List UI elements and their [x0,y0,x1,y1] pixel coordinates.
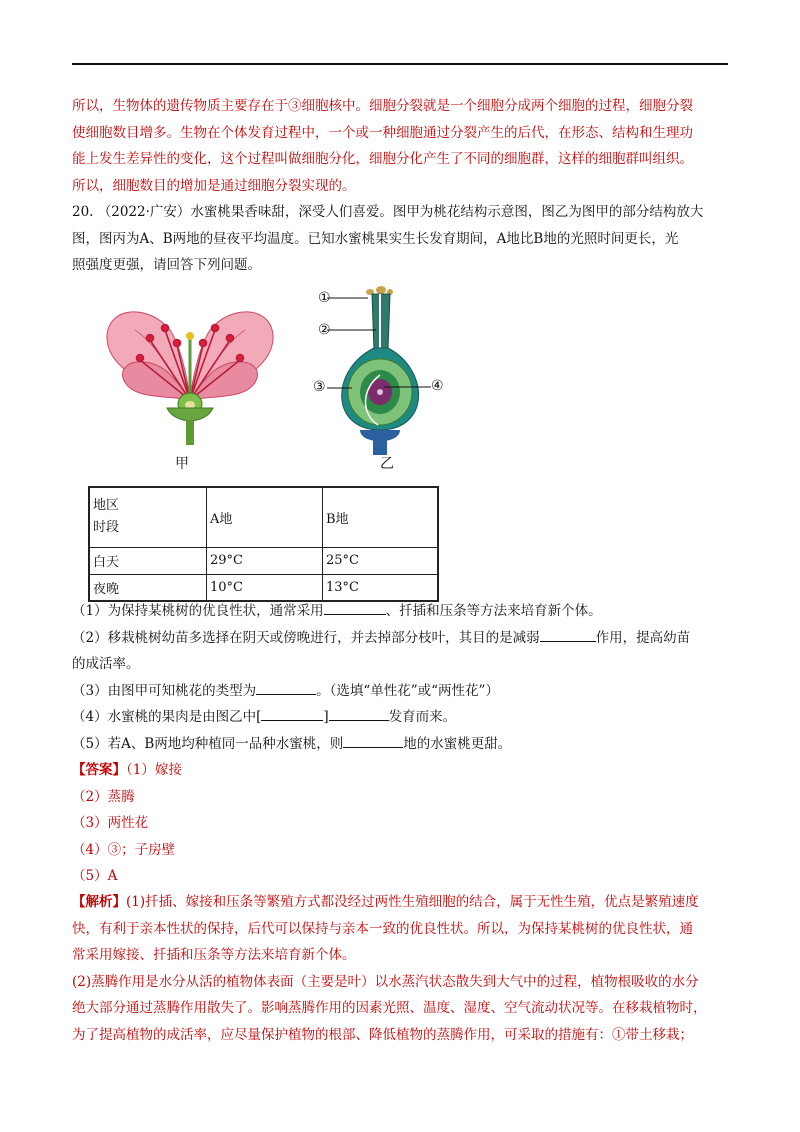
row-day: 白天 [89,547,207,574]
table-header-cell [89,487,207,547]
analysis-section [72,889,728,1048]
analysis-line: 常采用嫁接、扦插和压条等方法来培育新个体。 [72,947,356,963]
night-b: 13°C [323,574,439,601]
text-line: 照强度更强，请回答下列问题。 [72,257,261,273]
answer-blank [540,626,596,642]
analysis-line [72,889,728,916]
analysis-line: (2)蒸腾作用是水分从活的植物体表面（主要是叶）以水蒸汽状态散失到大气中的过程，植物根吸收的水分 [72,973,699,990]
text-line: 图，图丙为A、B两地的昼夜平均温度。已知水蜜桃果实生长发育期间，A地比B地的光照时间更长，光 [72,230,679,247]
q5-text-b: 地的水蜜桃更甜。 [403,735,512,752]
analysis-text: (1)扦插、嫁接和压条等繁殖方式都没经过两性生殖细胞的结合，属于无性生殖，优点是繁殖速度 [126,894,699,910]
table-row [89,487,438,547]
question-1 [72,598,728,625]
col-a: A地 [207,487,323,547]
label-4: ④ [431,378,444,394]
answer-blank [324,599,386,615]
answer-1-text: （1）嫁接 [126,762,182,778]
day-a: 29°C [207,547,323,574]
answer-blank [343,732,403,748]
temperature-table [88,486,439,602]
sub-questions [72,598,728,757]
day-b: 25°C [323,547,439,574]
answer-section [72,757,728,890]
answer-4: （4）③；子房壁 [72,841,176,858]
night-a: 10°C [207,574,323,601]
label-1: ① [318,290,331,306]
text-line: 所以，细胞数目的增加是通过细胞分裂实现的。 [72,177,356,194]
header-period: 时段 [93,520,120,536]
peach-flower-illustration [95,300,285,445]
answer-2: （2）蒸腾 [72,788,135,805]
text-line: 使细胞数目增多。生物在个体发育过程中，一个或一种细胞通过分裂产生的后代，在形态、结构和生理功 [72,124,693,141]
text-line: 所以，生物体的遗传物质主要存在于③细胞核中。细胞分裂就是一个细胞分成两个细胞的过程，细胞分裂 [72,98,693,114]
label-2: ② [318,322,331,338]
col-b: B地 [323,487,439,547]
answer-label: 【答案】 [72,762,126,778]
label-3: ③ [313,379,326,395]
analysis-line: 绝大部分通过蒸腾作用散失了。影响蒸腾作用的因素光照、温度、湿度、空气流动状况等。在移栽植物时， [72,1000,707,1016]
q1-text-b: 、扦插和压条等方法来培育新个体。 [385,603,602,619]
table-row [89,574,438,601]
header-rule [72,63,728,65]
answer-blank [329,705,389,721]
q2-text-b: 作用，提高幼苗 [595,629,691,646]
previous-analysis [72,93,728,199]
q1-text-a: （1）为保持某桃树的优良性状，通常采用 [72,603,324,619]
question-stem [72,199,728,279]
q4-text-b: ] [323,709,329,725]
q5-text-a: （5）若A、B两地均种植同一品种水蜜桃，则 [72,735,344,752]
q4-text-c: 发育而来。 [388,709,457,725]
question-5 [72,731,728,758]
figure-label-yi: 乙 [380,456,394,472]
answer-blank [256,679,316,695]
answer-5: （5）A [72,868,118,884]
analysis-label: 【解析】 [72,894,126,910]
answer-1 [72,757,728,784]
question-3 [72,678,728,705]
question-2-cont: 的成活率。 [72,656,140,672]
answer-blank [261,705,323,721]
q4-text-a: （4）水蜜桃的果肉是由图乙中[ [72,709,262,725]
text-line: 20. （2022·广安）水蜜桃果香味甜，深受人们喜爱。图甲为桃花结构示意图，图乙为图甲的部分结构放大 [72,204,704,220]
pistil-structure-illustration [300,280,460,455]
table-row [89,547,438,574]
header-region: 地区 [93,498,120,514]
row-night: 夜晚 [89,574,207,601]
analysis-line: 为了提高植物的成活率，应尽量保护植物的根部、降低植物的蒸腾作用，可采取的措施有：①带土移栽； [72,1026,693,1043]
q3-text-a: （3）由图甲可知桃花的类型为 [72,682,257,699]
q2-text-a: （2）移栽桃树幼苗多选择在阴天或傍晚进行，并去掉部分枝叶，其目的是减弱 [72,629,540,646]
answer-3: （3）两性花 [72,815,149,831]
analysis-line: 快，有利于亲本性状的保持，后代可以保持与亲本一致的优良性状。所以，为保持某桃树的优良性状，通 [72,920,693,937]
question-2 [72,625,728,652]
q3-text-b: 。（选填“单性花”或“两性花”） [316,682,499,699]
text-line: 能上发生差异性的变化，这个过程叫做细胞分化，细胞分化产生了不同的细胞群，这样的细胞群叫组织。 [72,151,693,167]
question-4 [72,704,728,731]
figure-label-jia: 甲 [175,456,189,472]
